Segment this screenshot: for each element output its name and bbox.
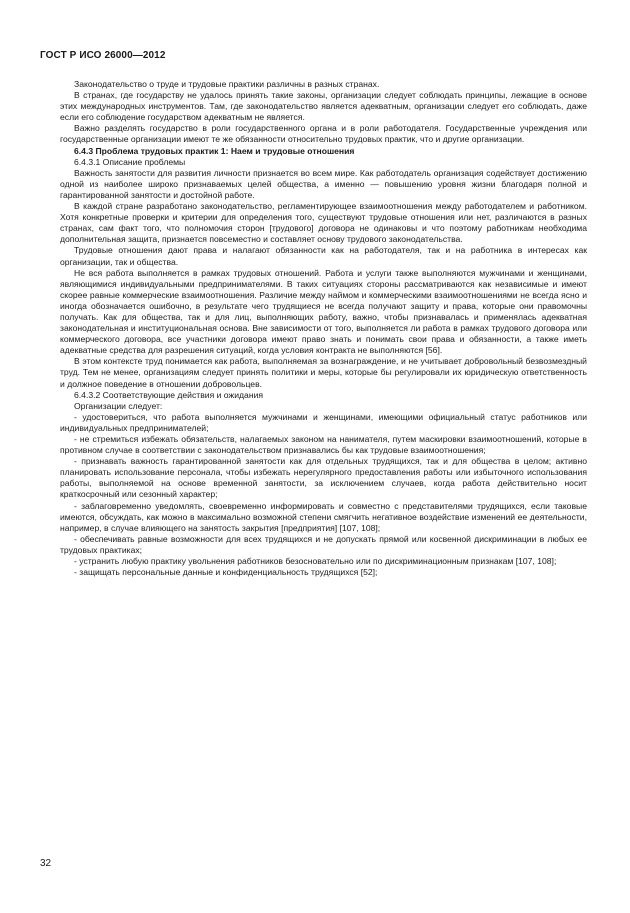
paragraph: Трудовые отношения дают права и налагают обязанности как на работодателя, так и на работника в интересах как организации, так и общества. bbox=[60, 245, 587, 267]
subsection-heading: 6.4.3.2 Соответствующие действия и ожидания bbox=[74, 389, 264, 400]
paragraph: Организации следует: bbox=[74, 400, 163, 411]
list-item: - признавать важность гарантированной занятости как для отдельных трудящихся, так и для общества в целом; активно планировать использование персонала, чтобы избежать нерегулярного предоставления работы или избыточного использования работы, выполняемой на основе временной занятости, за исключением случаев, когда работа действительно носит краткосрочный или сезонный характер; bbox=[60, 456, 587, 500]
document-body bbox=[60, 79, 587, 578]
paragraph: Важность занятости для развития личности признается во всем мире. Как работодатель организация содействует достижению одной из наиболее широко признаваемых целей общества, а именно — повышению уровня жизни благодаря полной и гарантированной занятости и достойной работе. bbox=[60, 167, 587, 200]
list-item: - защищать персональные данные и конфиденциальность трудящихся [52]; bbox=[74, 567, 378, 578]
document-code-header: ГОСТ Р ИСО 26000—2012 bbox=[40, 50, 166, 61]
page-number: 32 bbox=[40, 858, 52, 869]
paragraph: В странах, где государству не удалось принять такие законы, организации следует соблюдать принципы, лежащие в основе этих международных инструментов. Там, где законодательство является адекватным, организации следует его соблюдать, даже если его соблюдение государством адекватным не является. bbox=[60, 90, 587, 123]
list-item: - заблаговременно уведомлять, своевременно информировать и совместно с представителями трудящихся, если таковые имеются, обсуждать, как можно в максимально возможной степени смягчить негативное воздействие изменений ее деятельности, например, в случае влияющего на занятость закрытия [предприятия] [107, 108]; bbox=[60, 500, 587, 533]
subsection-heading: 6.4.3.1 Описание проблемы bbox=[74, 156, 186, 167]
paragraph: Важно разделять государство в роли государственного органа и в роли работодателя. Государственные учреждения или государственные организации имеют те же обязанности относительно трудовых практик, что и другие организации. bbox=[60, 123, 587, 145]
list-item: - удостовериться, что работа выполняется мужчинами и женщинами, имеющими официальный статус работников или индивидуальных предпринимателей; bbox=[60, 411, 587, 433]
list-item: - устранить любую практику увольнения работников безосновательно или по дискриминационным признакам [107, 108]; bbox=[74, 556, 557, 567]
list-item: - не стремиться избежать обязательств, налагаемых законом на нанимателя, путем маскировки взаимоотношений, которые в противном случае в соответствии с законодательством признавались бы как трудовые взаимоотношения; bbox=[60, 434, 587, 456]
paragraph: В этом контексте труд понимается как работа, выполняемая за вознаграждение, и не учитывает добровольный безвозмездный труд. Тем не менее, организациям следует принять политики и меры, которые бы регулировали их юридическую ответственность и должное поведение в отношении добровольцев. bbox=[60, 356, 587, 389]
paragraph: Законодательство о труде и трудовые практики различны в разных странах. bbox=[74, 79, 380, 89]
paragraph: Не вся работа выполняется в рамках трудовых отношений. Работа и услуги также выполняются мужчинами и женщинами, являющимися индивидуальными предпринимателями. В таких ситуациях стороны рассматриваются как независимые и имеют скорее равные коммерческие взаимоотношения. Различие между наймом и коммерческими взаимоотношениями не всегда ясно и иногда обозначается ошибочно, в результате чего трудящиеся не всегда получают защиту и права, которые они правомочны получать. Как для общества, так и для лиц, выполняющих работу, важно, чтобы признавалась и применялась адекватная законодательная и институциональная основа. Вне зависимости от того, выполняется ли работа в рамках трудового договора или коммерческого договора, все участники договора имеют право знать и понимать свои права и обязанности, а также иметь адекватные средства для разрешения ситуаций, когда условия контракта не выполняются [56]. bbox=[60, 267, 587, 356]
paragraph: В каждой стране разработано законодательство, регламентирующее взаимоотношения между работодателем и работником. Хотя конкретные проверки и критерии для определения того, существуют трудовые отношения или нет, различаются в разных странах, сам факт того, что полномочия сторон [трудового] договора не одинаковы и что поэтому работникам необходима дополнительная защита, признается повсеместно и составляет основу трудового законодательства. bbox=[60, 201, 587, 245]
list-item: - обеспечивать равные возможности для всех трудящихся и не допускать прямой или косвенной дискриминации в любых ее трудовых практиках; bbox=[60, 533, 587, 555]
section-heading: 6.4.3 Проблема трудовых практик 1: Наем и трудовые отношения bbox=[74, 145, 355, 156]
